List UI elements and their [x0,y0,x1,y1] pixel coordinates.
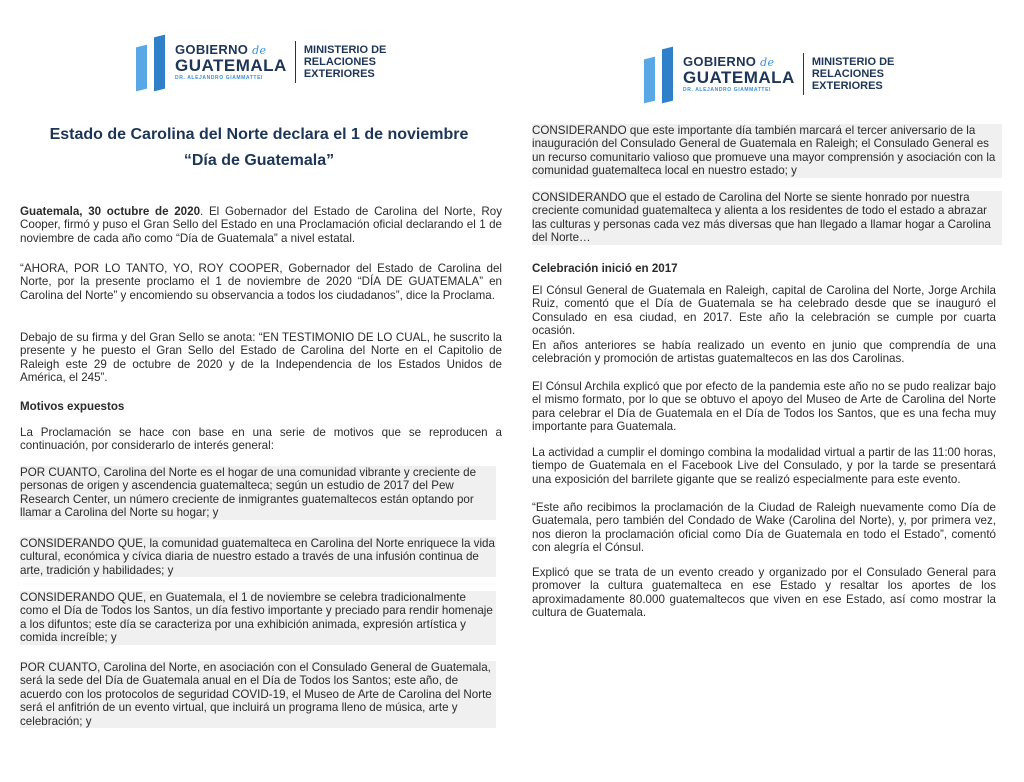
flag-bars-icon [644,46,673,102]
heading-celebracion: Celebración inició en 2017 [532,262,678,275]
paragraph-actividad: La actividad a cumplir el domingo combina la modalidad virtual a partir de las 11:00 horas, tiempo de Guatemala en el Facebook Live del Consulado, y por la tarde se presentará una exposición del barrilete gigante que se realizó especialmente para este evento. [532,446,996,486]
logo-de: de [252,44,267,57]
paragraph-pandemia: El Cónsul Archila explicó que por efecto de la pandemia este año no se pudo realizar bajo el mismo formato, por lo que se obtuvo el apoyo del Museo de Arte de Carolina del Norte para celebrar el Día de Guatemala en el Día de Todos los Santos, que es una fecha muy importante para Guatemala. [532,380,996,434]
right-page [526,0,1016,782]
gobierno-logo-right: GOBIERNO de GUATEMALA DR. ALEJANDRO GIAMMATTEI MINISTERIO DE RELACIONES EXTERIORES [644,46,894,102]
logo-divider [803,53,804,95]
motivos-intro: La Proclamación se hace con base en una serie de motivos que se reproducen a continuación, por considerarlo de interés general: [20,426,502,453]
por-cuanto-2: POR CUANTO, Carolina del Norte, en asociación con el Consulado General de Guatemala, será la sede del Día de Guatemala anual en el Día de Todos los Santos; este año, de acuerdo con los protocolos de seguridad COVID-19, el Museo de Arte de Carolina del Norte será el anfitrión de un evento virtual, que incluirá un programa lleno de música, arte y celebración; y [20,661,496,728]
logo-president: DR. ALEJANDRO GIAMMATTEI [175,75,264,81]
seal-paragraph: Debajo de su firma y del Gran Sello se anota: “EN TESTIMONIO DE LO CUAL, he suscrito la presente y he puesto el Gran Sello del Estado de Carolina del Norte en el Capitolio de Raleigh este 29 de octubre de 2020 y de la Independencia de los Estados Unidos de América, el 245”. [20,331,502,385]
ministry-name: MINISTERIO DE RELACIONES EXTERIORES [811,56,895,92]
considerando-1: CONSIDERANDO QUE, la comunidad guatemalteca en Carolina del Norte enriquece la vida cultural, económica y cívica diaria de nuestro estado a través de una infusión continua de arte, tradición y habilidades; y [20,537,495,577]
paragraph-explico: Explicó que se trata de un evento creado y organizado por el Consulado General para promover la cultura guatemalteca en ese Estado y resaltar los aportes de los aproximadamente 80.000 guatemaltecos que viven en ese Estado, así como mostrar la cultura de Guatemala. [532,566,996,620]
heading-motivos: Motivos expuestos [20,400,125,413]
flag-bars-icon [136,34,165,90]
logo-gobierno: GOBIERNO [175,42,249,57]
page-title: Estado de Carolina del Norte declara el 1 de noviembre “Día de Guatemala” [49,126,469,169]
gobierno-logo [136,34,386,90]
dateline: Guatemala, 30 octubre de 2020 [20,205,201,218]
paragraph-cita-consul: “Este año recibimos la proclamación de la Ciudad de Raleigh nuevamente como Día de Guatemala, pero también del Condado de Wake (Carolina del Norte), y, por primera vez, nos dieron la proclamación oficial como Día de Guatemala en todo el Estado”, comentó con alegría el Cónsul. [532,501,996,555]
intro-paragraph: Guatemala, 30 octubre de 2020. El Gobernador del Estado de Carolina del Norte, Roy Cooper, firmó y puso el Gran Sello del Estado en una Proclamación oficial declarando el 1 de noviembre de cada año como “Día de Guatemala” a nivel estatal. [20,205,502,245]
proclamation-quote: “AHORA, POR LO TANTO, YO, ROY COOPER, Gobernador del Estado de Carolina del Norte, por la presente proclamo el 1 de noviembre de 2020 “DÍA DE GUATEMALA” en Carolina del Norte” y encomiendo su observancia a todos los ciudadanos”, dice la Proclama. [20,262,502,302]
considerando-4: CONSIDERANDO que el estado de Carolina del Norte se siente honrado por nuestra creciente comunidad guatemalteca y alienta a los residentes de todo el estado a abrazar las culturas y personas cada vez más diversas que han llegado a llamar hogar a Carolina del Norte… [532,191,1002,245]
paragraph-anos-anteriores: En años anteriores se había realizado un evento en junio que comprendía de una celebración y promoción de artistas guatemaltecos en las dos Carolinas. [532,339,996,366]
logo-divider [295,41,296,83]
paragraph-consul: El Cónsul General de Guatemala en Raleigh, capital de Carolina del Norte, Jorge Archila Ruiz, comentó que el Día de Guatemala se ha celebrado desde que se inauguró el Consulado en esa ciudad, en 2017. Este año la celebración se cumple por cuarta ocasión. [532,284,996,338]
por-cuanto-1: POR CUANTO, Carolina del Norte es el hogar de una comunidad vibrante y creciente de personas de origen y ascendencia guatemalteca; según un estudio de 2017 del Pew Research Center, un número creciente de inmigrantes guatemaltecos están optando por llamar a Carolina del Norte su hogar; y [20,466,496,520]
ministry-name: MINISTERIO DE RELACIONES EXTERIORES [303,44,387,80]
considerando-3: CONSIDERANDO que este importante día también marcará el tercer aniversario de la inauguración del Consulado General de Guatemala en Raleigh; el Consulado General es un recurso comunitario valioso que promueve una mayor comprensión y asociación con la comunidad guatemalteca local en nuestro estado; y [532,124,1002,178]
left-page [14,0,504,782]
considerando-2: CONSIDERANDO QUE, en Guatemala, el 1 de noviembre se celebra tradicionalmente como el Día de Todos los Santos, un día festivo importante y preciado para rendir homenaje a los difuntos; este día se caracteriza por una exhibición animada, expresión artística y comida increíble; y [20,591,496,645]
logo-guatemala: GUATEMALA [175,56,287,75]
